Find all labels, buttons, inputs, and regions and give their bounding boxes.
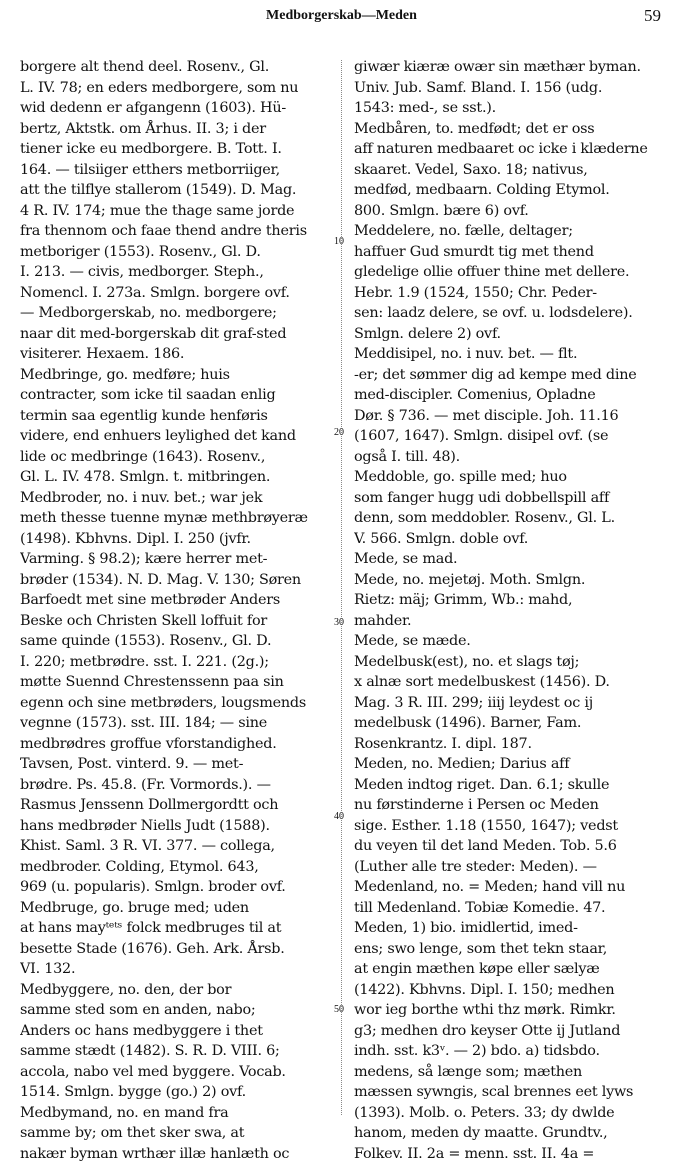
text-line: nakær byman wrthær illæ hanlæth oc — [20, 1144, 330, 1164]
text-line: metboriger (1553). Rosenv., Gl. D. — [20, 242, 330, 263]
text-line: (1498). Kbhvns. Dipl. I. 250 (jvfr. — [20, 529, 330, 550]
text-line: meth thesse tuenne mynæ methbrøyeræ — [20, 508, 330, 529]
text-line: Beske och Christen Skell loffuit for — [20, 611, 330, 632]
text-line: Anders oc hans medbyggere i thet — [20, 1021, 330, 1042]
text-line: denn, som meddobler. Rosenv., Gl. L. — [354, 508, 664, 529]
text-line: wor ieg borthe wthi thz mørk. Rimkr. — [354, 1000, 664, 1021]
text-line: wid dedenn er afgangenn (1603). Hü- — [20, 98, 330, 119]
text-line: Rosenkrantz. I. dipl. 187. — [354, 734, 664, 755]
text-line: -er; det sømmer dig ad kempe med dine — [354, 365, 664, 386]
text-line: Hebr. 1.9 (1524, 1550; Chr. Peder- — [354, 283, 664, 304]
text-line: Rasmus Jenssenn Dollmergordtt och — [20, 795, 330, 816]
text-line: hanom, meden dy maatte. Grundtv., — [354, 1123, 664, 1144]
page-header — [0, 6, 683, 30]
column-divider — [341, 60, 342, 1115]
text-line: besette Stade (1676). Geh. Ark. Årsb. — [20, 939, 330, 960]
line-number-marker: 50 — [334, 1004, 344, 1015]
text-line: sige. Esther. 1.18 (1550, 1647); vedst — [354, 816, 664, 837]
line-number-marker: 20 — [334, 427, 344, 438]
text-line: VI. 132. — [20, 959, 330, 980]
text-line: Meden, 1) bio. imidlertid, imed- — [354, 918, 664, 939]
text-line: att the tilflye stallerom (1549). D. Mag. — [20, 180, 330, 201]
text-line: Mede, se mad. — [354, 549, 664, 570]
text-line: vegnne (1573). sst. III. 184; — sine — [20, 713, 330, 734]
text-line: haffuer Gud smurdt tig met thend — [354, 242, 664, 263]
text-line: gledelige ollie offuer thine met dellere. — [354, 262, 664, 283]
text-line: Gl. L. IV. 478. Smlgn. t. mitbringen. — [20, 467, 330, 488]
text-line: medbrødres groffue vforstandighed. — [20, 734, 330, 755]
text-line: nu førstinderne i Persen oc Meden — [354, 795, 664, 816]
text-line: at engin mæthen køpe eller sælyæ — [354, 959, 664, 980]
right-text-column — [354, 57, 664, 1164]
text-line: 1543: med-, se sst.). — [354, 98, 664, 119]
text-line: naar dit med-borgerskab dit graf-sted — [20, 324, 330, 345]
text-line: også I. till. 48). — [354, 447, 664, 468]
text-line: Medelbusk(est), no. et slags tøj; — [354, 652, 664, 673]
text-line: medens, så længe som; mæthen — [354, 1062, 664, 1083]
text-line: samme stædt (1482). S. R. D. VIII. 6; — [20, 1041, 330, 1062]
left-text-column — [20, 57, 330, 1164]
text-line: mahder. — [354, 611, 664, 632]
text-line: V. 566. Smlgn. doble ovf. — [354, 529, 664, 550]
page-number: 59 — [644, 6, 661, 26]
text-line: borgere alt thend deel. Rosenv., Gl. — [20, 57, 330, 78]
text-line: 1514. Smlgn. bygge (go.) 2) ovf. — [20, 1082, 330, 1103]
text-line: Meddelere, no. fælle, deltager; — [354, 221, 664, 242]
text-line: brøder (1534). N. D. Mag. V. 130; Søren — [20, 570, 330, 591]
text-line: Khist. Saml. 3 R. VI. 377. — collega, — [20, 836, 330, 857]
text-line: brødre. Ps. 45.8. (Fr. Vormords.). — — [20, 775, 330, 796]
text-line: Smlgn. delere 2) ovf. — [354, 324, 664, 345]
text-line: medfød, medbaarn. Colding Etymol. — [354, 180, 664, 201]
text-line: 4 R. IV. 174; mue the thage same jorde — [20, 201, 330, 222]
text-line: Meddoble, go. spille med; huo — [354, 467, 664, 488]
text-line: at hans mayᵗᵉᵗˢ folck medbruges til at — [20, 918, 330, 939]
text-line: medelbusk (1496). Barner, Fam. — [354, 713, 664, 734]
text-line: 969 (u. popularis). Smlgn. broder ovf. — [20, 877, 330, 898]
text-line: Univ. Jub. Samf. Bland. I. 156 (udg. — [354, 78, 664, 99]
text-line: Nomencl. I. 273a. Smlgn. borgere ovf. — [20, 283, 330, 304]
running-head: Medborgerskab—Meden — [0, 8, 683, 24]
text-line: Medenland, no. = Meden; hand vill nu — [354, 877, 664, 898]
text-line: giwær kiæræ owær sin mæthær byman. — [354, 57, 664, 78]
text-line: samme by; om thet sker swa, at — [20, 1123, 330, 1144]
text-line: hans medbrøder Niells Judt (1588). — [20, 816, 330, 837]
text-line: egenn och sine metbrøders, lougsmends — [20, 693, 330, 714]
text-line: — Medborgerskab, no. medborgere; — [20, 303, 330, 324]
text-line: du veyen til det land Meden. Tob. 5.6 — [354, 836, 664, 857]
text-line: (Luther alle tre steder: Meden). — — [354, 857, 664, 878]
text-line: (1607, 1647). Smlgn. disipel ovf. (se — [354, 426, 664, 447]
text-line: I. 213. — civis, medborger. Steph., — [20, 262, 330, 283]
text-line: møtte Suennd Chrestenssenn paa sin — [20, 672, 330, 693]
text-line: Medbringe, go. medføre; huis — [20, 365, 330, 386]
text-line: Folkev. II. 2a = menn. sst. II. 4a = — [354, 1144, 664, 1164]
text-line: videre, end enhuers leylighed det kand — [20, 426, 330, 447]
text-line: x alnæ sort medelbuskest (1456). D. — [354, 672, 664, 693]
text-line: Meddisipel, no. i nuv. bet. — flt. — [354, 344, 664, 365]
text-line: Meden indtog riget. Dan. 6.1; skulle — [354, 775, 664, 796]
text-line: Rietz: mäj; Grimm, Wb.: mahd, — [354, 590, 664, 611]
text-line: Varming. § 98.2); kære herrer met- — [20, 549, 330, 570]
text-line: Meden, no. Medien; Darius aff — [354, 754, 664, 775]
text-line: contracter, som icke til saadan enlig — [20, 385, 330, 406]
text-line: Barfoedt met sine metbrøder Anders — [20, 590, 330, 611]
text-line: accola, nabo vel med byggere. Vocab. — [20, 1062, 330, 1083]
text-line: som fanger hugg udi dobbellspill aff — [354, 488, 664, 509]
text-line: tiener icke eu medborgere. B. Tott. I. — [20, 139, 330, 160]
text-line: med-discipler. Comenius, Opladne — [354, 385, 664, 406]
text-line: 800. Smlgn. bære 6) ovf. — [354, 201, 664, 222]
text-line: termin saa egentlig kunde henføris — [20, 406, 330, 427]
text-line: samme sted som en anden, nabo; — [20, 1000, 330, 1021]
text-line: till Medenland. Tobiæ Komedie. 47. — [354, 898, 664, 919]
text-line: Medbroder, no. i nuv. bet.; war jek — [20, 488, 330, 509]
line-number-marker: 40 — [334, 811, 344, 822]
text-line: Mag. 3 R. III. 299; iiij leydest oc ij — [354, 693, 664, 714]
text-line: Medbymand, no. en mand fra — [20, 1103, 330, 1124]
text-line: g3; medhen dro keyser Otte ij Jutland — [354, 1021, 664, 1042]
text-line: Tavsen, Post. vinterd. 9. — met- — [20, 754, 330, 775]
text-line: Medbruge, go. bruge med; uden — [20, 898, 330, 919]
text-line: aff naturen medbaaret oc icke i klæderne — [354, 139, 664, 160]
text-line: I. 220; metbrødre. sst. I. 221. (2g.); — [20, 652, 330, 673]
text-line: skaaret. Vedel, Saxo. 18; nativus, — [354, 160, 664, 181]
text-line: (1393). Molb. o. Peters. 33; dy dwlde — [354, 1103, 664, 1124]
line-number-marker: 10 — [334, 236, 344, 247]
text-line: (1422). Kbhvns. Dipl. I. 150; medhen — [354, 980, 664, 1001]
text-line: Dør. § 736. — met disciple. Joh. 11.16 — [354, 406, 664, 427]
text-line: lide oc medbringe (1643). Rosenv., — [20, 447, 330, 468]
text-line: Medbyggere, no. den, der bor — [20, 980, 330, 1001]
text-line: Mede, no. mejetøj. Moth. Smlgn. — [354, 570, 664, 591]
text-line: sen: laadz delere, se ovf. u. lodsdelere). — [354, 303, 664, 324]
text-line: Medbåren, to. medfødt; det er oss — [354, 119, 664, 140]
text-line: Mede, se mæde. — [354, 631, 664, 652]
text-line: same quinde (1553). Rosenv., Gl. D. — [20, 631, 330, 652]
text-line: indh. sst. k3ᵛ. — 2) bdo. a) tidsbdo. — [354, 1041, 664, 1062]
text-line: ens; swo lenge, som thet tekn staar, — [354, 939, 664, 960]
text-line: 164. — tilsiiger etthers metborriiger, — [20, 160, 330, 181]
line-number-marker: 30 — [334, 617, 344, 628]
text-line: visiterer. Hexaem. 186. — [20, 344, 330, 365]
text-line: mæssen sywngis, scal brennes eet lyws — [354, 1082, 664, 1103]
text-line: L. IV. 78; en eders medborgere, som nu — [20, 78, 330, 99]
text-line: medbroder. Colding, Etymol. 643, — [20, 857, 330, 878]
text-line: fra thennom och faae thend andre theris — [20, 221, 330, 242]
text-line: bertz, Aktstk. om Århus. II. 3; i der — [20, 119, 330, 140]
